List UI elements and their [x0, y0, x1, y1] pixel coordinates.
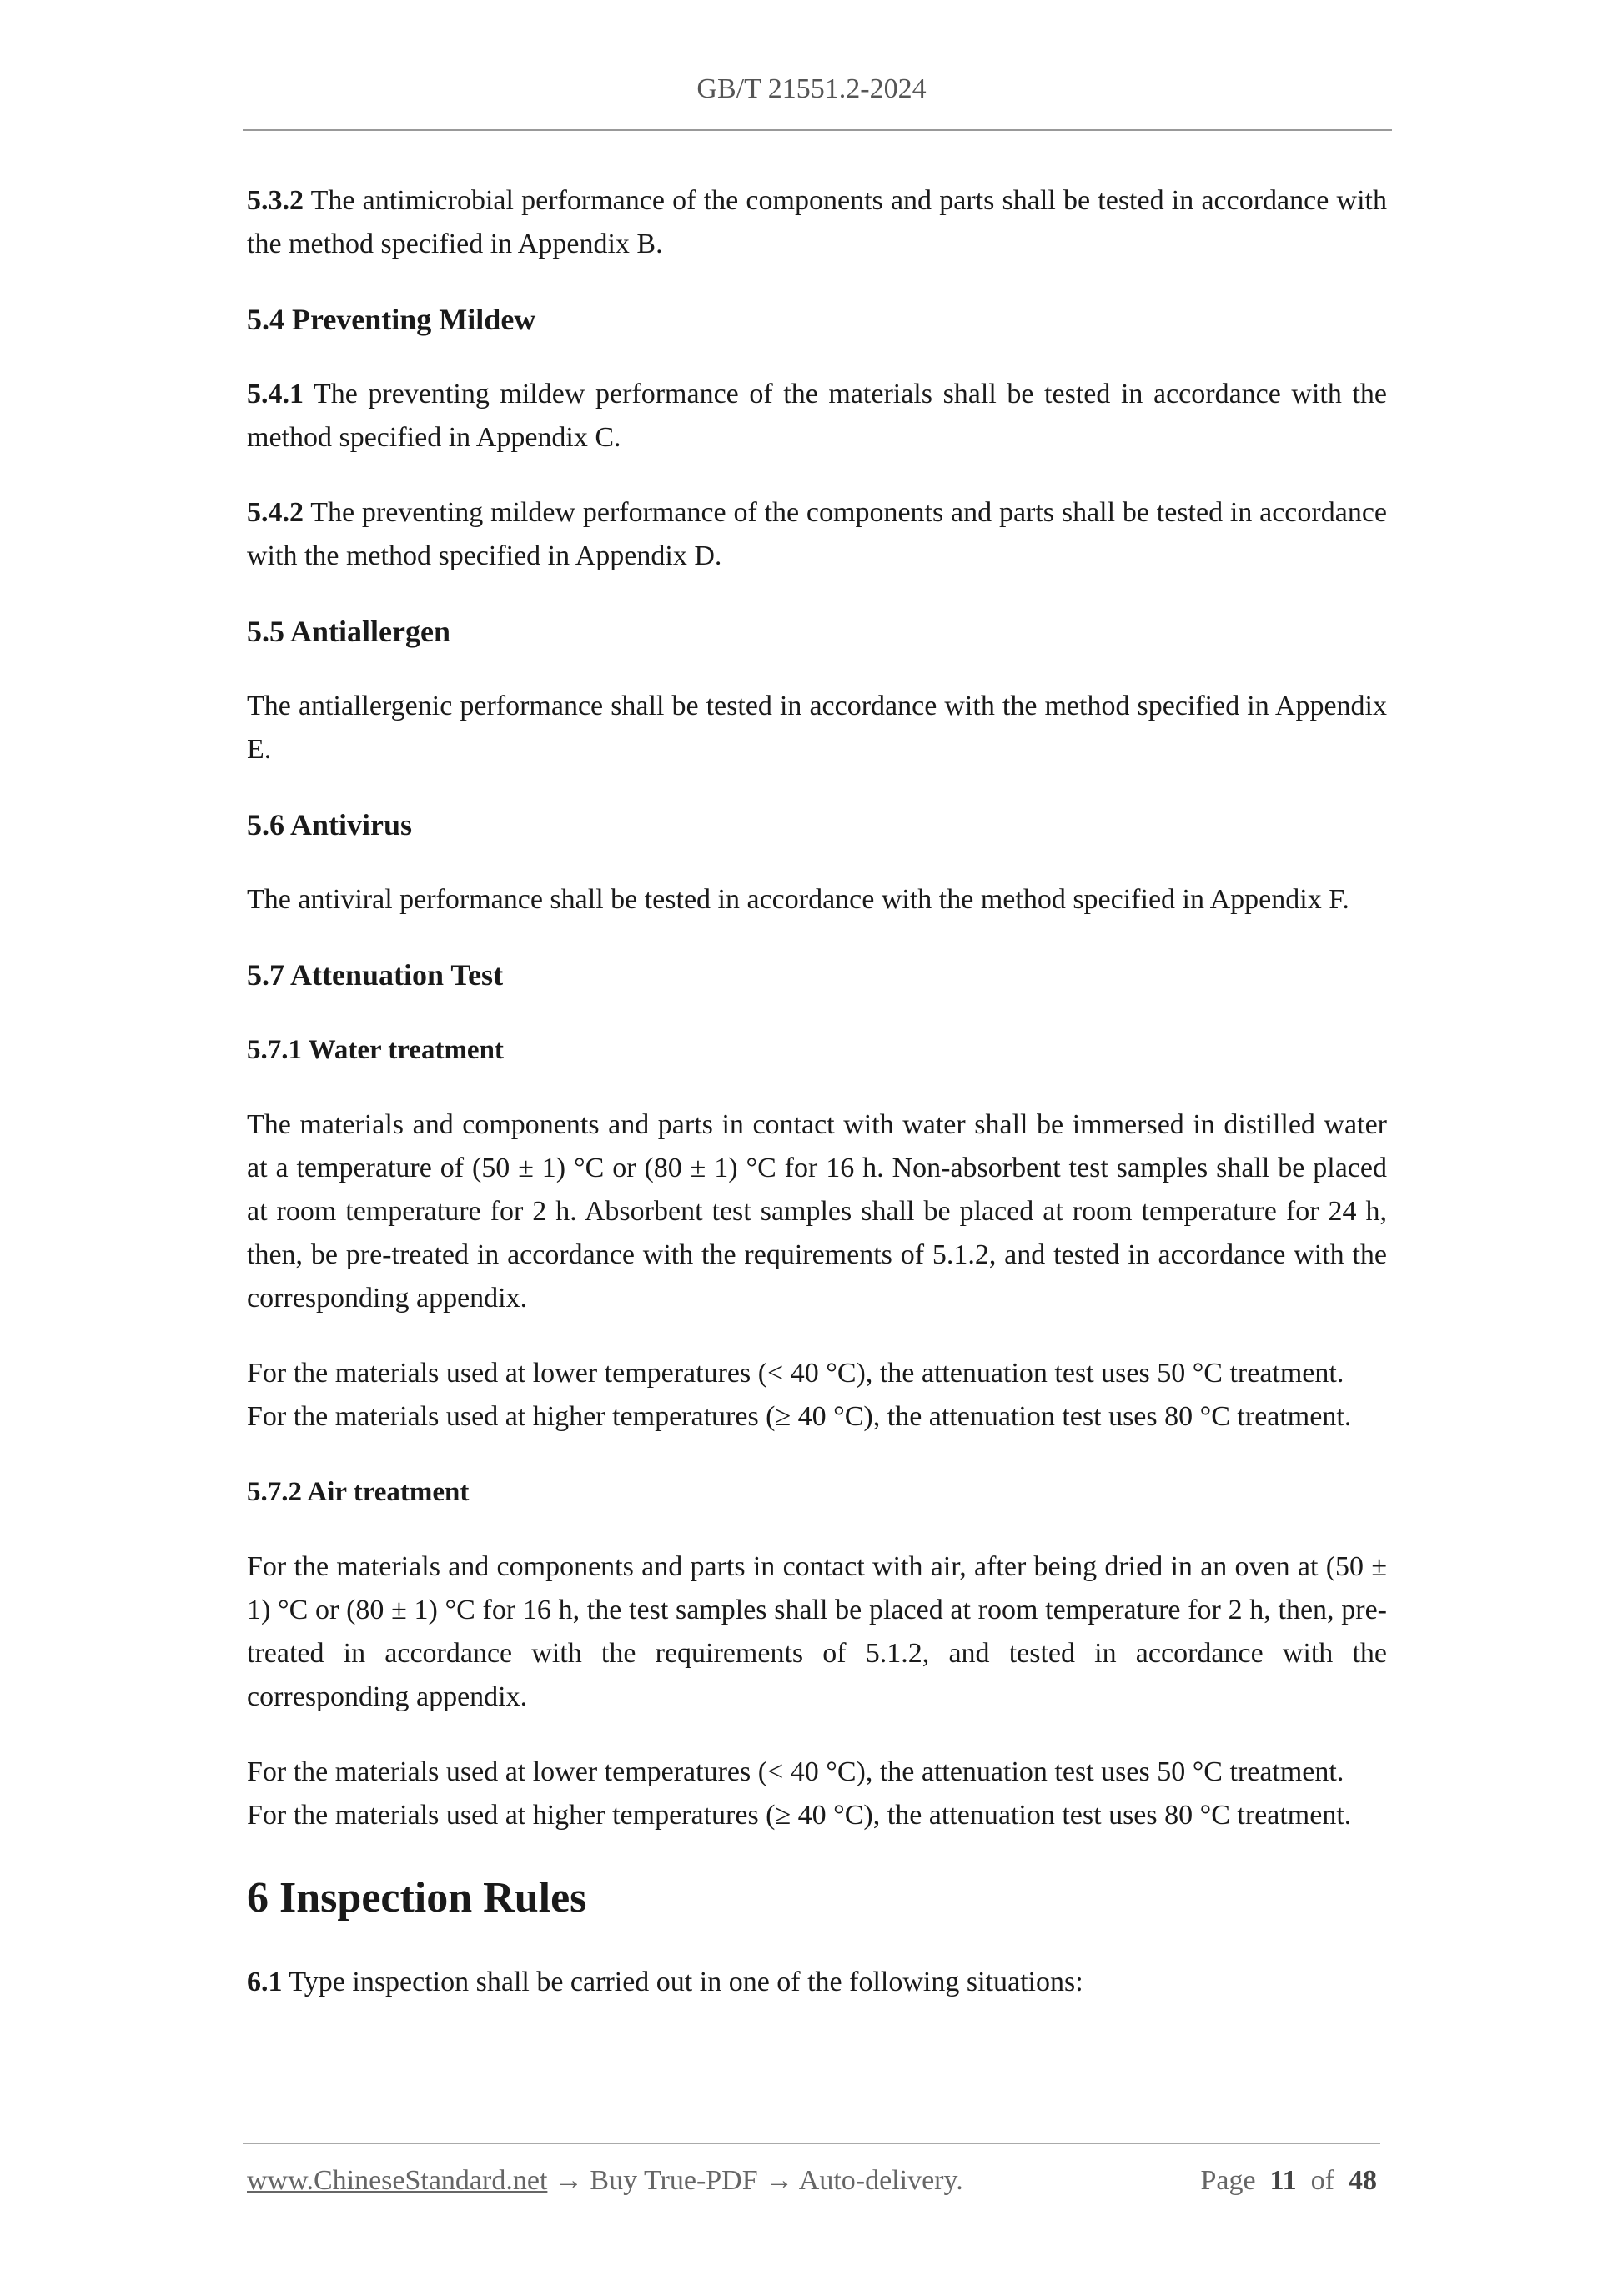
current-page: 11 [1269, 2165, 1297, 2196]
clause-text: The antimicrobial performance of the components and parts shall be tested in accordance with the method specified in Appendix B. [247, 185, 1387, 259]
delivery-text: Auto-delivery. [798, 2165, 963, 2196]
page-header: GB/T 21551.2-2024 [696, 73, 927, 104]
paragraph-5-7-1-water: The materials and components and parts in contact with water shall be immersed in distilled water at a temperature of (50 ± 1) °C or (80 ± 1) °C for 16 h. Non-absorbent test samples shall be placed at room temperature for 2 h. Absorbent test samples shall be placed at room temperature for 24 h, then, be pre-treated in accordance with the requirements of 5.1.2, and tested in accordance with the corresponding appendix. [247, 1109, 1387, 1314]
section-heading-5-5: 5.5 Antiallergen [247, 615, 450, 648]
paragraph-5-7-1-temperatures [247, 1352, 1387, 1439]
clause-5-4-1 [247, 373, 1387, 460]
clause-5-4-2 [247, 491, 1387, 578]
high-temp-line: For the materials used at higher temperatures (≥ 40 °C), the attenuation test uses 80 °C treatment. [247, 1401, 1352, 1432]
chapter-heading-6: 6 Inspection Rules [247, 1874, 587, 1922]
clause-number: 6.1 [247, 1967, 283, 1997]
clause-number: 5.3.2 [247, 185, 304, 216]
section-heading-5-7: 5.7 Attenuation Test [247, 958, 504, 992]
clause-6-1 [247, 1961, 1387, 2004]
low-temp-line: For the materials used at lower temperatures (< 40 °C), the attenuation test uses 50 °C treatment. [247, 1756, 1344, 1787]
buy-text: Buy True-PDF [590, 2165, 758, 2196]
paragraph-5-7-2-temperatures [247, 1751, 1387, 1837]
clause-text: The preventing mildew performance of the components and parts shall be tested in accordance with the method specified in Appendix D. [247, 497, 1387, 571]
high-temp-line: For the materials used at higher temperatures (≥ 40 °C), the attenuation test uses 80 °C treatment. [247, 1800, 1352, 1831]
page-number [1200, 2165, 1377, 2197]
footer-divider [243, 2143, 1380, 2144]
low-temp-line: For the materials used at lower temperatures (< 40 °C), the attenuation test uses 50 °C treatment. [247, 1358, 1344, 1389]
website-link[interactable]: www.ChineseStandard.net [247, 2165, 548, 2196]
arrow-icon: → [554, 2165, 583, 2196]
arrow-icon: → [765, 2165, 794, 2196]
clause-text: Type inspection shall be carried out in one of the following situations: [289, 1967, 1083, 1997]
page-content [247, 179, 1387, 2036]
paragraph-5-7-2-air: For the materials and components and parts in contact with air, after being dried in an oven at (50 ± 1) °C or (80 ± 1) °C for 16 h, the test samples shall be placed at room temperature for 2 h, then, pre-treated in accordance with the requirements of 5.1.2, and tested in accordance with the corresponding appendix. [247, 1551, 1387, 1712]
page-label: Page [1200, 2165, 1256, 2196]
page-footer [247, 2165, 1380, 2197]
header-divider [243, 129, 1392, 131]
paragraph-5-5: The antiallergenic performance shall be tested in accordance with the method specified in Appendix E. [247, 691, 1387, 765]
clause-number: 5.4.2 [247, 497, 304, 528]
clause-5-3-2 [247, 179, 1387, 266]
subsection-heading-5-7-2: 5.7.2 Air treatment [247, 1477, 470, 1507]
total-pages: 48 [1349, 2165, 1377, 2196]
subsection-heading-5-7-1: 5.7.1 Water treatment [247, 1035, 504, 1065]
clause-number: 5.4.1 [247, 379, 304, 409]
clause-text: The preventing mildew performance of the materials shall be tested in accordance with the method specified in Appendix C. [247, 379, 1387, 453]
section-heading-5-4: 5.4 Preventing Mildew [247, 303, 536, 336]
paragraph-5-6: The antiviral performance shall be tested in accordance with the method specified in Appendix F. [247, 884, 1349, 915]
of-label: of [1310, 2165, 1334, 2196]
section-heading-5-6: 5.6 Antivirus [247, 808, 413, 842]
